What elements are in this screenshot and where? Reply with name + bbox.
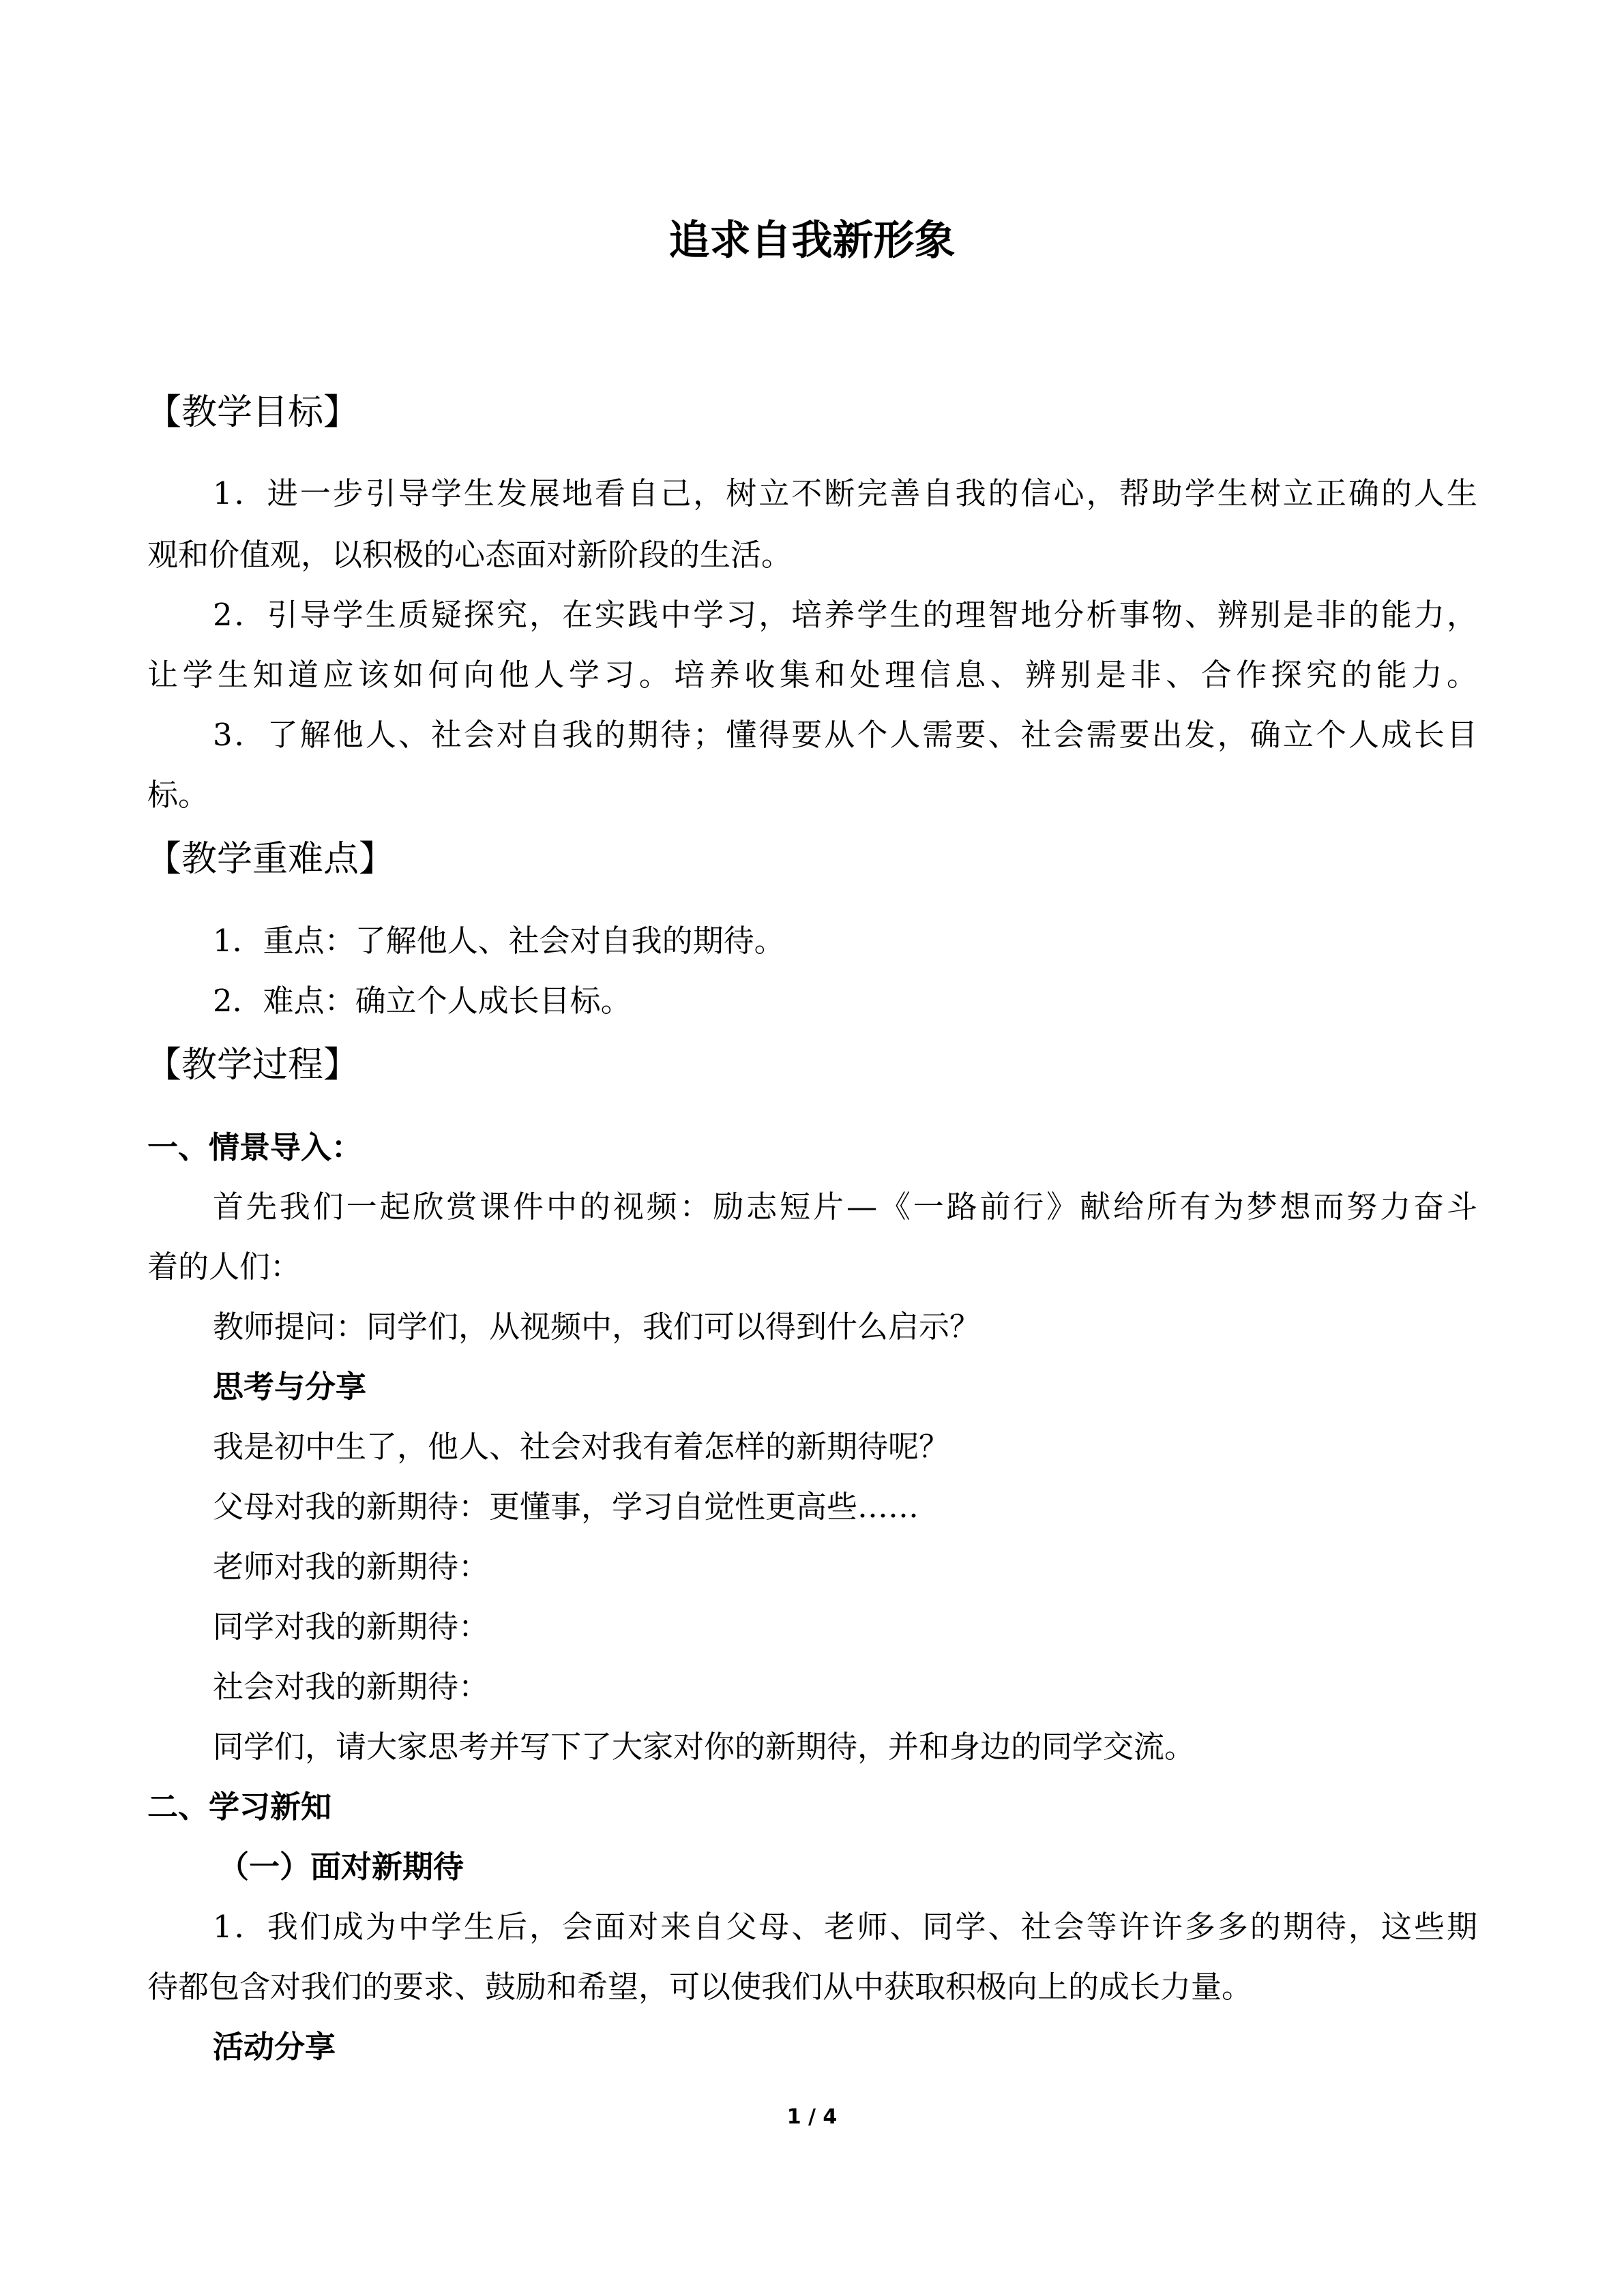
- section-heading-goals: 【教学目标】: [146, 392, 359, 433]
- subheading-new-knowledge: 二、学习新知: [147, 1789, 332, 1825]
- new-knowledge-line-1: 1．我们成为中学生后，会面对来自父母、老师、同学、社会等许许多多的期待，这些期: [213, 1909, 1477, 1945]
- key-point-item: 1．重点：了解他人、社会对自我的期待。: [213, 923, 785, 959]
- society-expectation: 社会对我的新期待：: [213, 1669, 490, 1705]
- goal-2-line-2: 让学生知道应该如何向他人学习。培养收集和处理信息、辨别是非、合作探究的能力。: [147, 657, 1477, 693]
- difficulty-item: 2．难点：确立个人成长目标。: [213, 983, 632, 1019]
- goal-3-line-2: 标。: [147, 777, 209, 813]
- think-share-heading: 思考与分享: [213, 1369, 367, 1405]
- classmates-expectation: 同学对我的新期待：: [213, 1609, 490, 1645]
- goal-3-line-1: 3．了解他人、社会对自我的期待；懂得要从个人需要、社会需要出发，确立个人成长目: [213, 717, 1477, 753]
- new-knowledge-line-2: 待都包含对我们的要求、鼓励和希望，可以使我们从中获取积极向上的成长力量。: [147, 1969, 1253, 2005]
- subsection-new-expectations: （一）面对新期待: [218, 1849, 464, 1885]
- teacher-question: 教师提问：同学们，从视频中，我们可以得到什么启示？: [213, 1309, 981, 1345]
- goal-2-line-1: 2．引导学生质疑探究，在实践中学习，培养学生的理智地分析事物、辨别是非的能力，: [213, 597, 1477, 633]
- section-heading-process: 【教学过程】: [146, 1045, 359, 1086]
- expectation-prompt: 我是初中生了，他人、社会对我有着怎样的新期待呢？: [213, 1429, 950, 1465]
- class-instruction: 同学们，请大家思考并写下了大家对你的新期待，并和身边的同学交流。: [213, 1729, 1196, 1765]
- teacher-expectation: 老师对我的新期待：: [213, 1549, 490, 1585]
- goal-1-line-2: 观和价值观，以积极的心态面对新阶段的生活。: [147, 537, 793, 573]
- subheading-intro: 一、情景导入：: [147, 1129, 363, 1165]
- page-title: 追求自我新形象: [668, 217, 956, 265]
- parents-expectation: 父母对我的新期待：更懂事，学习自觉性更高些……: [213, 1489, 919, 1525]
- activity-share-heading: 活动分享: [213, 2029, 336, 2065]
- page-number: 1 / 4: [786, 2105, 838, 2129]
- section-heading-key-points: 【教学重难点】: [146, 839, 395, 880]
- intro-paragraph-line-1: 首先我们一起欣赏课件中的视频：励志短片—《一路前行》献给所有为梦想而努力奋斗: [213, 1189, 1477, 1225]
- intro-paragraph-line-2: 着的人们：: [147, 1249, 301, 1285]
- goal-1-line-1: 1．进一步引导学生发展地看自己，树立不断完善自我的信心，帮助学生树立正确的人生: [213, 475, 1477, 511]
